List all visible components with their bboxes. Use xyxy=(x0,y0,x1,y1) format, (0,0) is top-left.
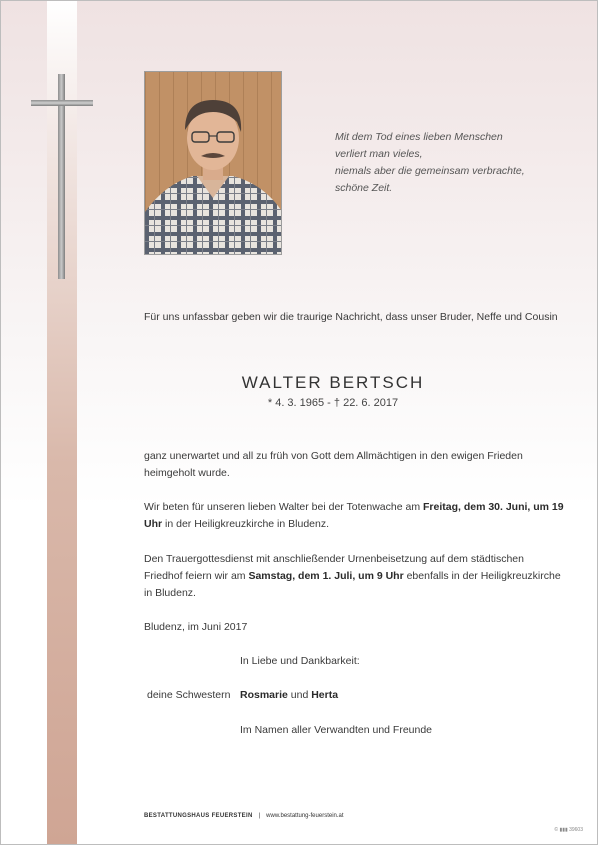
deceased-name: WALTER BERTSCH xyxy=(241,373,425,392)
quote-line: schöne Zeit. xyxy=(335,182,393,194)
memorial-quote xyxy=(335,129,575,197)
place-date: Bludenz, im Juni 2017 xyxy=(144,621,248,633)
sister-name: Herta xyxy=(311,689,339,701)
signature-family: Im Namen aller Verwandten und Freunde xyxy=(240,724,433,736)
signature-relation: deine Schwestern xyxy=(147,689,231,701)
funeral-date: Samstag, dem 1. Juli, um 9 Uhr xyxy=(248,570,404,582)
footer-brand: BESTATTUNGSHAUS FEUERSTEIN xyxy=(144,813,253,819)
footer xyxy=(144,813,344,819)
conjunction: und xyxy=(287,689,312,701)
wake-date: Freitag, dem 30. Juni, um 19 Uhr xyxy=(144,501,564,530)
cross-bar xyxy=(31,100,93,106)
footer-separator: | xyxy=(258,813,261,819)
print-code: © ▮▮▮ 39603 xyxy=(554,827,583,833)
wake-text: Wir beten für unseren lieben Walter bei der Totenwache am xyxy=(144,501,423,513)
footer-url: www.bestattung-feuerstein.at xyxy=(266,813,344,819)
announcement-text: Für uns unfassbar geben wir die traurige Nachricht, dass unser Bruder, Neffe und Cousin xyxy=(144,311,558,323)
paragraph-passing: ganz unerwartet und all zu früh von Gott dem Allmächtigen in den ewigen Frieden heimgeholt wurde. xyxy=(144,450,523,479)
funeral-text: Den Trauergottesdienst mit anschließender Urnenbeisetzung auf dem städtischen Friedhof feiern wir am xyxy=(144,553,524,582)
quote-line: niemals aber die gemeinsam verbrachte, xyxy=(335,165,525,177)
quote-line: verliert man vieles, xyxy=(335,148,423,160)
sister-name: Rosmarie xyxy=(240,689,288,701)
funeral-location: ebenfalls in der Heiligkreuzkirche in Bludenz. xyxy=(144,570,561,599)
signature-names xyxy=(240,689,338,701)
paragraph-wake xyxy=(144,499,564,533)
wake-location: in der Heiligkreuzkirche in Bludenz. xyxy=(162,518,330,530)
signature-intro: In Liebe und Dankbarkeit: xyxy=(240,655,360,667)
quote-line: Mit dem Tod eines lieben Menschen xyxy=(335,131,503,143)
life-dates: * 4. 3. 1965 - † 22. 6. 2017 xyxy=(267,397,399,409)
portrait-photo xyxy=(144,71,282,255)
paragraph-funeral xyxy=(144,551,564,602)
